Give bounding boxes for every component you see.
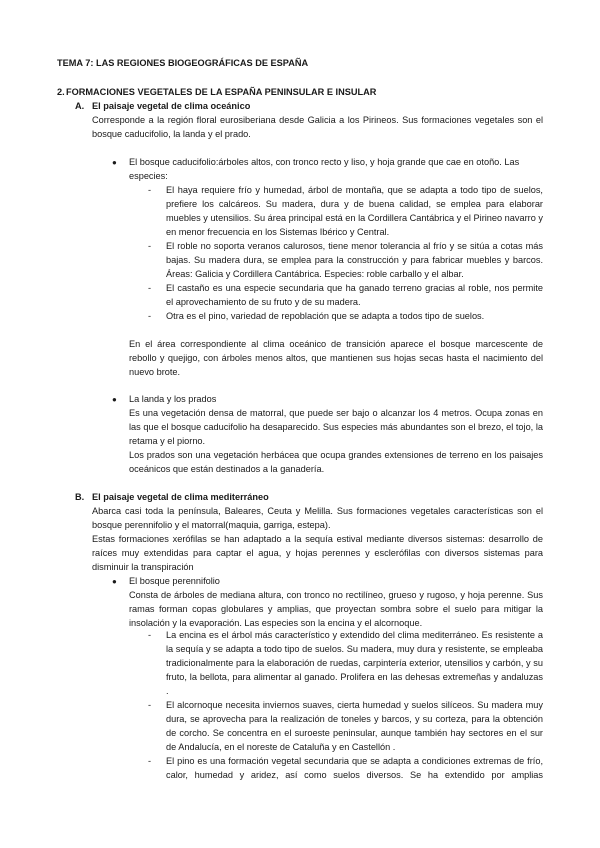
bullet-icon: ●: [112, 395, 117, 404]
list-item-castano: El castaño es una especie secundaria que ha ganado terreno gracias al roble, nos permite el aprovechamiento de su fruto y de su madera.: [166, 283, 543, 307]
landa-paragraph: Es una vegetación densa de matorral, que puede ser bajo o alcanzar los 4 metros. Ocupa zonas en las que el bosque caducifolio ha desaparecido. Sus especies más abundantes son el brezo, el tojo, la retama y el piorno.: [129, 408, 543, 446]
dash-icon: -: [148, 283, 152, 293]
section-a-heading: El paisaje vegetal de clima oceánico: [92, 101, 251, 111]
section-b-intro-1: Abarca casi toda la península, Baleares, Ceuta y Melilla. Sus formaciones vegetales características son el bosque perennifolio y el matorral(maquia, garriga, estepa).: [92, 506, 543, 530]
document-title: TEMA 7: LAS REGIONES BIOGEOGRÁFICAS DE ESPAÑA: [57, 58, 309, 68]
prados-paragraph: Los prados son una vegetación herbácea que ocupa grandes extensiones de terreno en los paisajes oceánicos que están destinados a la ganadería.: [129, 450, 543, 474]
bullet-icon: ●: [112, 158, 117, 167]
section-b-letter: B.: [75, 492, 85, 502]
dash-icon: -: [148, 756, 152, 766]
section-2-number: 2.: [57, 87, 65, 97]
bosque-caducifolio-text: El bosque caducifolio:árboles altos, con tronco recto y liso, y hoja grande que cae en otoño. Las especies:: [129, 157, 520, 181]
list-item-pino-mediterraneo: El pino es una formación vegetal secundaria que se adapta a condiciones extremas de frío, calor, humedad y aridez, así como suelos diversos. Se ha extendido por amplias: [166, 756, 543, 780]
list-item-pino: Otra es el pino, variedad de repoblación que se adapta a todos tipo de suelos.: [166, 311, 485, 321]
perennifolio-title: El bosque perennifolio: [129, 576, 220, 586]
dash-icon: -: [148, 241, 152, 251]
dash-icon: -: [148, 185, 152, 195]
dash-icon: -: [148, 700, 152, 710]
list-item-roble: El roble no soporta veranos calurosos, tiene menor tolerancia al frío y se sitúa a cotas más bajas. Su madera dura, se emplea para la construcción y para fabricar muebles y barcos. Áreas: Galicia y Cordillera Cantábrica. Especies: roble carballo y el albar.: [166, 241, 543, 279]
section-a-intro: Corresponde a la región floral eurosiberiana desde Galicia a los Pirineos. Sus formaciones vegetales son el bosque caducifolio, la landa y el prado.: [92, 115, 543, 139]
list-item-haya: El haya requiere frío y humedad, árbol de montaña, que se adapta a todo tipo de suelos, prefiere los calcáreos. Su madera, dura y de buena calidad, se emplea para elaborar muebles y utensilios. Su área principal está en la Cordillera Cantábrica y el Pirineo navarro y en menor frecuencia en los Sistemas Ibérico y Central.: [166, 185, 543, 237]
section-b-heading: El paisaje vegetal de clima mediterráneo: [92, 492, 269, 502]
perennifolio-paragraph: Consta de árboles de mediana altura, con tronco no rectilíneo, grueso y rugoso, y hoja perenne. Sus ramas forman copas globulares y amplias, que proyectan sombra sobre el suelo para mitigar la insolación y la evaporación. Las especies son la encina y el alcornoque.: [129, 590, 543, 628]
transition-paragraph: En el área correspondiente al clima oceánico de transición aparece el bosque marcescente de rebollo y quejigo, con árboles menos altos, que mantienen sus hojas secas hasta el nacimiento del nuevo brote.: [129, 339, 543, 377]
section-b-intro-2: Estas formaciones xerófilas se han adaptado a la sequía estival mediante diversos sistemas: desarrollo de raíces muy extendidas para captar el agua, y hojas perennes y esclerófilas con diversos sistemas para disminuir la transpiración: [92, 534, 543, 572]
section-2-heading: FORMACIONES VEGETALES DE LA ESPAÑA PENINSULAR E INSULAR: [66, 87, 377, 97]
dash-icon: -: [148, 630, 152, 640]
list-item-alcornoque: El alcornoque necesita inviernos suaves, cierta humedad y suelos silíceos. Su madera muy dura, se aprovecha para la realización de toneles y barcos, y su corteza, para la obtención de corcho. Se concentra en el suroeste peninsular, aunque también hay sectores en el sur de Andalucía, en el noreste de Cataluña y en Castellón .: [166, 700, 543, 752]
list-item-encina: La encina es el árbol más característico y extendido del clima mediterráneo. Es resistente a la sequía y se adapta a todo tipo de suelos. Su madera, muy dura y resistente, se empleaba tradicionalmente para la elaboración de ruedas, carpintería exterior, utensilios y carbón, y su fruto, la bellota, para alimentar al ganado. Prolifera en las dehesas extremeñas y andaluzas .: [166, 630, 543, 696]
dash-icon: -: [148, 311, 152, 321]
section-a-letter: A.: [75, 101, 85, 111]
landa-title: La landa y los prados: [129, 394, 217, 404]
bullet-icon: ●: [112, 577, 117, 586]
